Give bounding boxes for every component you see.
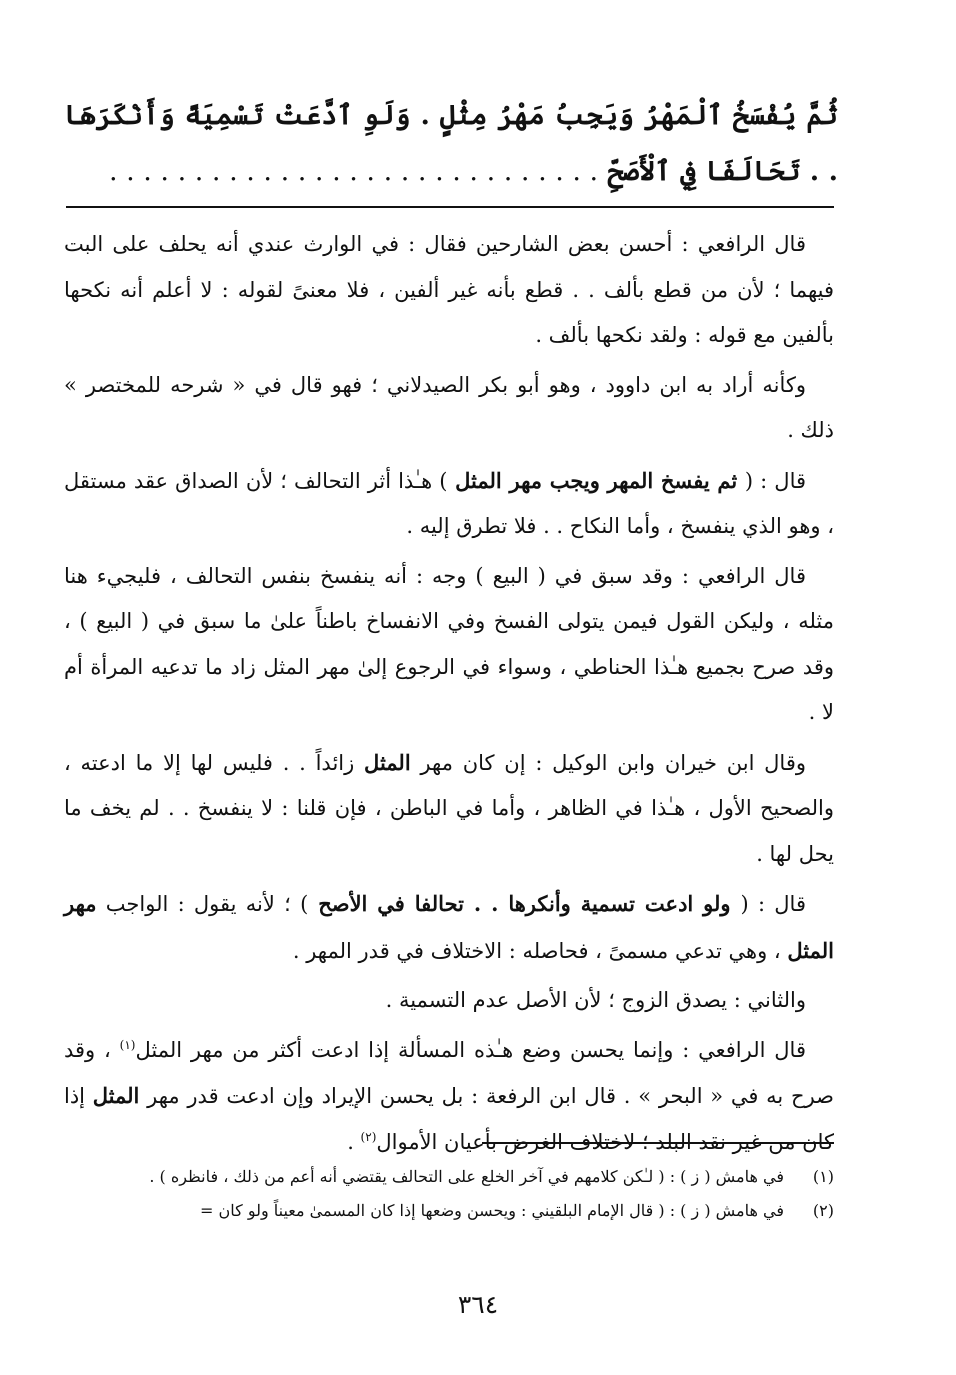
footnote-number: (٢) [812,1201,834,1220]
footnote-text: في هامش ( ز ) : ( لـٰكن كلامهم في آخر الخلع على التحالف يقتضي أنه أعم من ذلك ، فانظره ) . [149,1167,784,1186]
matn-line: ثُمَّ يُفْسَخُ ٱلْمَهْرُ وَيَجِبُ مَهْرُ مِثْلٍ . وَلَوِ ٱدَّعَتْ تَسْمِيَةً وَأَنْكَرَهَا . . تَحَالَفَا فِي ٱلْأَصَحِّ [64,100,838,187]
footnote-text: في هامش ( ز ) : ( قال الإمام البلقيني : ويحسن وضعها إذا كان المسمىٰ معيناً ولو كان = [200,1201,784,1220]
matn-separator [66,206,834,208]
footnote [64,1194,834,1228]
paragraph: وقال ابن خيران وابن الوكيل : إن كان مهر المثل زائداً . . فليس لها إلا ما ادعته ، والصحيح الأول ، هـٰذا في الظاهر ، وأما في الباطن ، فإن قلنا : لا ينفسخ . . لم يخف ما يحل لها . [64,749,834,866]
footnote-ref: (١) [119,1037,136,1052]
matn-text [64,88,838,200]
paragraph: وكأنه أراد به ابن داوود ، وهو أبو بكر الصيدلاني ؛ فهو قال في « شرحه للمختصر » ذلك . [64,372,834,442]
quoted-matn: المثل [364,749,411,775]
paragraph: قال : ( ولو ادعت تسمية وأنكرها . . تحالفا في الأصح ) ؛ لأنه يقول : الواجب مهر المثل ، وهي تدعي مسمىً ، فحاصله : الاختلاف في قدر المهر . [64,891,834,963]
footnote [64,1160,834,1194]
commentary-body [64,222,834,1169]
paragraph: قال الرافعي : وإنما يحسن وضع هـٰذه المسألة إذا ادعت أكثر من مهر المثل$^{(١)}$ ، وقد صرح به في « البحر » . قال ابن الرفعة : بل يحسن الإيراد وإن ادعت قدر مهر المثل إذا كان من غير نقد البلد ؛ لاختلاف الغرض بأعيان الأموال$^{(٢)}$ . [64,1037,835,1154]
paragraph: قال : ( ثم يفسخ المهر ويجب مهر المثل ) هـٰذا أثر التحالف ؛ لأن الصداق عقد مستقل ، وهو الذي ينفسخ ، وأما النكاح . . فلا تطرق إليه . [64,467,834,538]
quoted-matn: المثل [92,1083,140,1108]
paragraph: والثاني : يصدق الزوج ؛ لأن الأصل عدم التسمية . [385,988,806,1012]
quoted-matn: ثم يفسخ المهر ويجب مهر المثل [447,467,745,493]
quoted-matn: مهر المثل [64,891,834,963]
matn-dots: . . . . . . . . . . . . . . . . . . . . . . . . . . . . . [108,156,599,187]
footnote-number: (١) [812,1167,834,1186]
quoted-matn: ولو ادعت تسمية وأنكرها . . تحالفا في الأصح [308,891,741,916]
footnote-separator [482,1142,834,1144]
footnote-ref: (٢) [360,1129,377,1144]
paragraph: قال الرافعي : وقد سبق في ( البيع ) وجه : أنه ينفسخ بنفس التحالف ، فليجيء هنا مثله ، وليكن القول فيمن يتولى الفسخ وفي الانفساخ باطناً علىٰ ما سبق في ( البيع ) ، وقد صرح بجميع هـٰذا الحناطي ، وسواء في الرجوع إلىٰ مهر المثل زاد ما تدعيه المرأة أم لا . [64,563,834,724]
page-number: ٣٦٤ [457,1290,499,1319]
paragraph: قال الرافعي : أحسن بعض الشارحين فقال : في الوارث عندي أنه يحلف على البت فيهما ؛ لأن من قطع بألف . . قطع بأنه غير ألفين ، فلا معنىً لقوله : لا أعلم أنه نكحها بألفين مع قوله : ولقد نكحها بألف . [64,232,834,347]
footnotes [64,1160,834,1228]
